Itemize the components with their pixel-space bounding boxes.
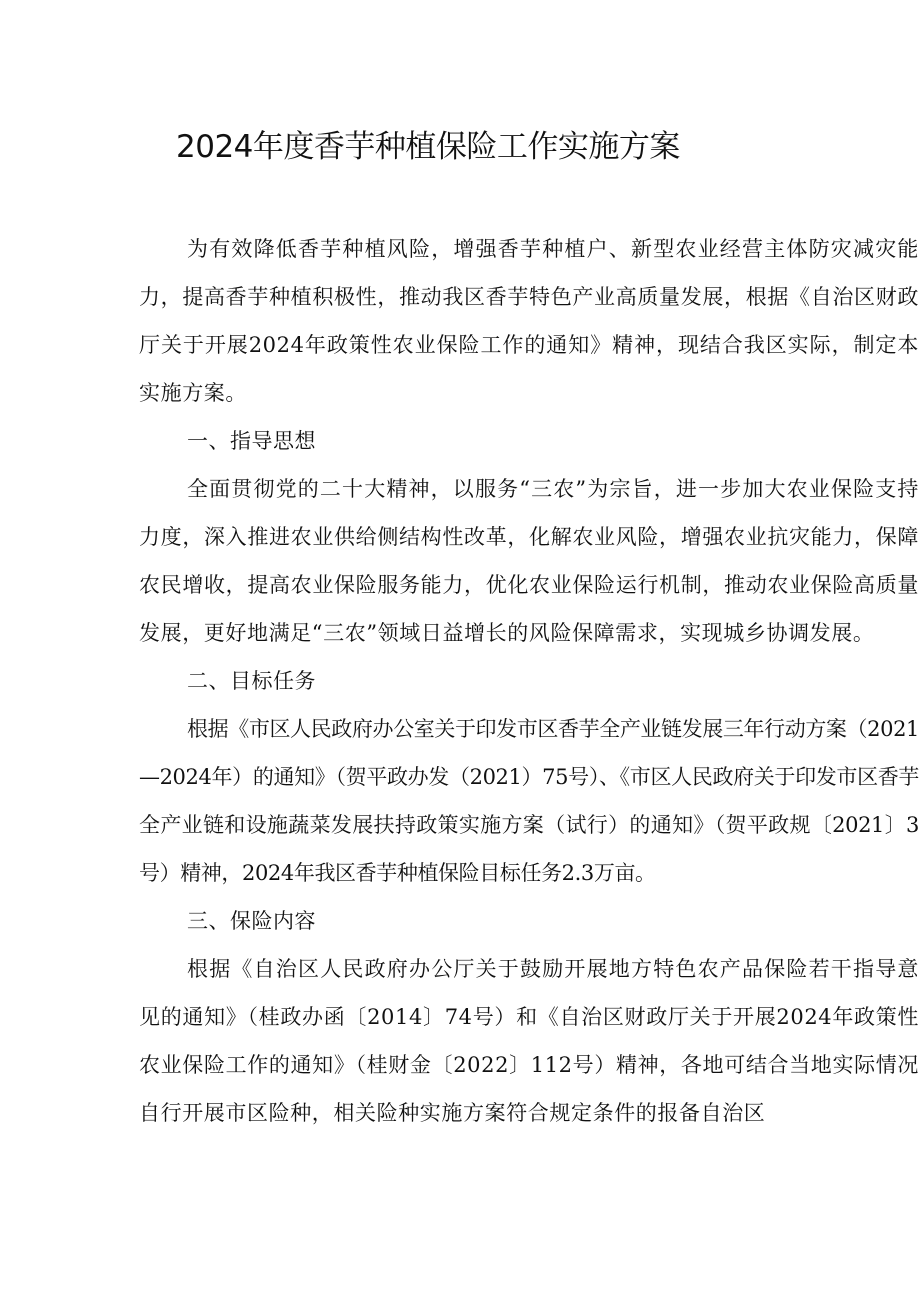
- section-paragraph: 根据《自治区人民政府办公厅关于鼓励开展地方特色农产品保险若干指导意见的通知》（桂政办函〔2014〕74号）和《自治区财政厅关于开展2024年政策性农业保险工作的通知》（桂财金〔2022〕112号）精神，各地可结合当地实际情况自行开展市区险种，相关险种实施方案符合规定条件的报备自治区: [139, 957, 919, 1125]
- section-heading: 一、指导思想: [187, 429, 316, 453]
- section-target-tasks: [139, 657, 919, 897]
- document-title: 2024年度香芋种植保险工作实施方案: [176, 129, 680, 165]
- intro-paragraph: 为有效降低香芋种植风险，增强香芋种植户、新型农业经营主体防灾减灾能力，提高香芋种植积极性，推动我区香芋特色产业高质量发展，根据《自治区财政厅关于开展2024年政策性农业保险工作的通知》精神，现结合我区实际，制定本实施方案。: [139, 237, 919, 405]
- document-body: [139, 225, 919, 1137]
- section-paragraph: 根据《市区人民政府办公室关于印发市区香芋全产业链发展三年行动方案（2021—2024年）的通知》（贺平政办发（2021）75号）、《市区人民政府关于印发市区香芋全产业链和设施蔬菜发展扶持政策实施方案（试行）的通知》（贺平政规〔2021〕3号）精神，2024年我区香芋种植保险目标任务2.3万亩。: [139, 717, 919, 885]
- section-heading: 三、保险内容: [187, 909, 316, 933]
- section-paragraph: 全面贯彻党的二十大精神，以服务“三农”为宗旨，进一步加大农业保险支持力度，深入推进农业供给侧结构性改革，化解农业风险，增强农业抗灾能力，保障农民增收，提高农业保险服务能力，优化农业保险运行机制，推动农业保险高质量发展，更好地满足“三农”领域日益增长的风险保障需求，实现城乡协调发展。: [139, 477, 919, 645]
- section-insurance-content: [139, 897, 919, 1137]
- section-guiding-ideology: [139, 417, 919, 657]
- section-heading: 二、目标任务: [187, 669, 316, 693]
